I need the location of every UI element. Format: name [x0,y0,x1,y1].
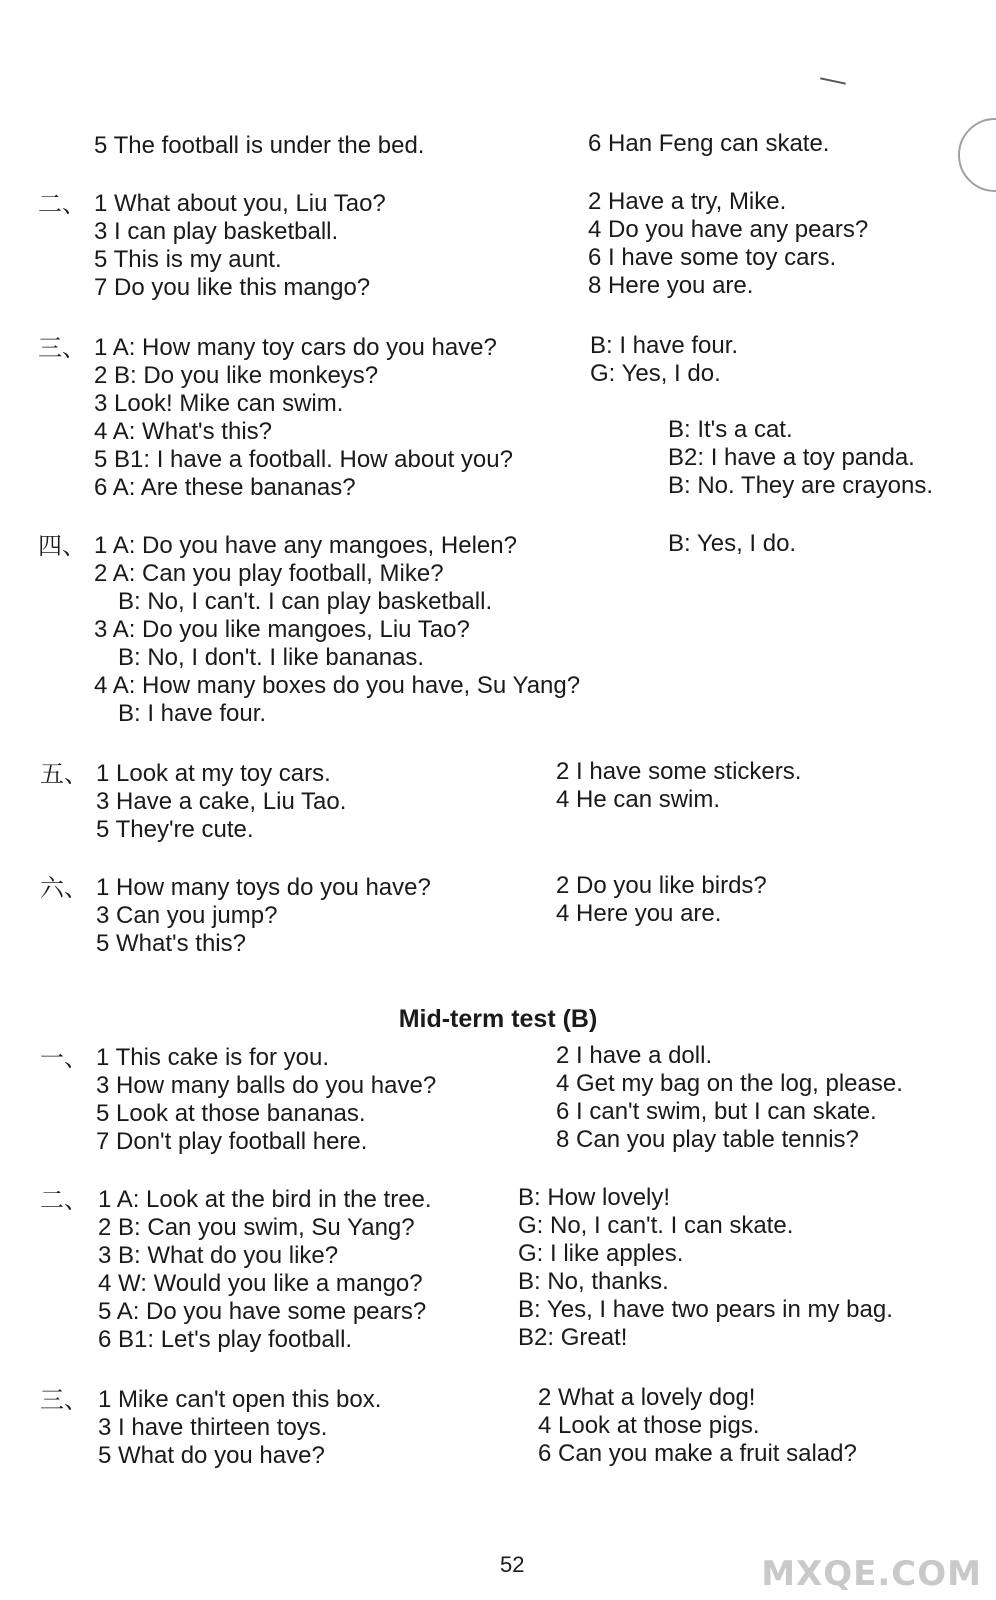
section-numeral: 二、 [40,1186,88,1214]
answer-line: 5 What's this? [96,930,246,957]
answer-line: 4 W: Would you like a mango? [98,1270,423,1297]
answer-line: B: It's a cat. [668,416,793,443]
answer-line: 1 A: How many toy cars do you have? [94,334,497,361]
answer-line: G: I like apples. [518,1240,684,1267]
answer-line: 5 The football is under the bed. [94,132,425,159]
answer-line: 4 Here you are. [556,900,722,927]
answer-line: 5 B1: I have a football. How about you? [94,446,513,473]
answer-line: B: No, thanks. [518,1268,669,1295]
answer-line: B: I have four. [118,700,267,727]
section-numeral: 三、 [40,1386,88,1414]
answer-line: B2: I have a toy panda. [668,444,915,471]
answer-line: 4 Do you have any pears? [588,216,869,243]
answer-line: 3 Look! Mike can swim. [94,390,344,417]
answer-line: 3 I have thirteen toys. [98,1414,328,1441]
answer-line: 5 A: Do you have some pears? [98,1298,427,1325]
page-number: 52 [500,1552,525,1577]
answer-line: 5 They're cute. [96,816,254,843]
answer-line: 6 Can you make a fruit salad? [538,1440,857,1467]
section-numeral: 四、 [38,532,86,560]
answer-line: 5 What do you have? [98,1442,325,1469]
section-numeral: 三、 [38,334,86,362]
answer-line: 6 B1: Let's play football. [98,1326,353,1353]
answer-line: 4 Get my bag on the log, please. [556,1070,903,1097]
scan-mark [820,77,846,84]
section-title: Mid-term test (B) [398,1005,598,1033]
answer-line: 8 Here you are. [588,272,754,299]
section-numeral: 六、 [40,874,88,902]
answer-line: 1 How many toys do you have? [96,874,431,901]
section-numeral: 二、 [38,190,86,218]
answer-line: 7 Don't play football here. [96,1128,368,1155]
watermark-logo: MXQE.COM [761,1554,982,1594]
answer-line: 5 Look at those bananas. [96,1100,366,1127]
answer-line: 2 A: Can you play football, Mike? [94,560,444,587]
answer-line: 1 Mike can't open this box. [98,1386,382,1413]
answer-line: 6 I have some toy cars. [588,244,837,271]
answer-line: 1 What about you, Liu Tao? [94,190,386,217]
answer-line: B: No. They are crayons. [668,472,934,499]
answer-line: 4 Look at those pigs. [538,1412,760,1439]
answer-line: B: I have four. [590,332,739,359]
answer-line: 3 How many balls do you have? [96,1072,437,1099]
answer-line: 2 B: Do you like monkeys? [94,362,379,389]
answer-line: 1 A: Look at the bird in the tree. [98,1186,432,1213]
answer-line: G: Yes, I do. [590,360,721,387]
answer-line: 4 He can swim. [556,786,721,813]
answer-line: B: No, I can't. I can play basketball. [118,588,493,615]
answer-line: 5 This is my aunt. [94,246,282,273]
answer-line: 1 Look at my toy cars. [96,760,331,787]
answer-line: 8 Can you play table tennis? [556,1126,859,1153]
answer-line: 7 Do you like this mango? [94,274,371,301]
stamp-icon [958,118,996,192]
answer-line: 3 I can play basketball. [94,218,339,245]
answer-line: B: Yes, I do. [668,530,797,557]
answer-line: 2 Have a try, Mike. [588,188,787,215]
answer-line: 6 Han Feng can skate. [588,130,830,157]
answer-line: 2 What a lovely dog! [538,1384,756,1411]
answer-line: 6 I can't swim, but I can skate. [556,1098,877,1125]
answer-line: 3 Can you jump? [96,902,278,929]
answer-line: 2 I have a doll. [556,1042,713,1069]
answer-line: G: No, I can't. I can skate. [518,1212,794,1239]
answer-line: 6 A: Are these bananas? [94,474,356,501]
section-numeral: 一、 [40,1044,88,1072]
answer-line: 3 A: Do you like mangoes, Liu Tao? [94,616,470,643]
answer-line: 1 This cake is for you. [96,1044,329,1071]
answer-line: 2 B: Can you swim, Su Yang? [98,1214,415,1241]
answer-line: 2 I have some stickers. [556,758,802,785]
answer-line: 4 A: How many boxes do you have, Su Yang? [94,672,581,699]
answer-line: B: No, I don't. I like bananas. [118,644,425,671]
answer-line: 3 Have a cake, Liu Tao. [96,788,347,815]
section-numeral: 五、 [40,760,88,788]
answer-line: 1 A: Do you have any mangoes, Helen? [94,532,517,559]
answer-line: 4 A: What's this? [94,418,272,445]
answer-line: B2: Great! [518,1324,628,1351]
answer-line: 3 B: What do you like? [98,1242,339,1269]
answer-line: B: Yes, I have two pears in my bag. [518,1296,893,1323]
answer-line: B: How lovely! [518,1184,671,1211]
answer-line: 2 Do you like birds? [556,872,767,899]
